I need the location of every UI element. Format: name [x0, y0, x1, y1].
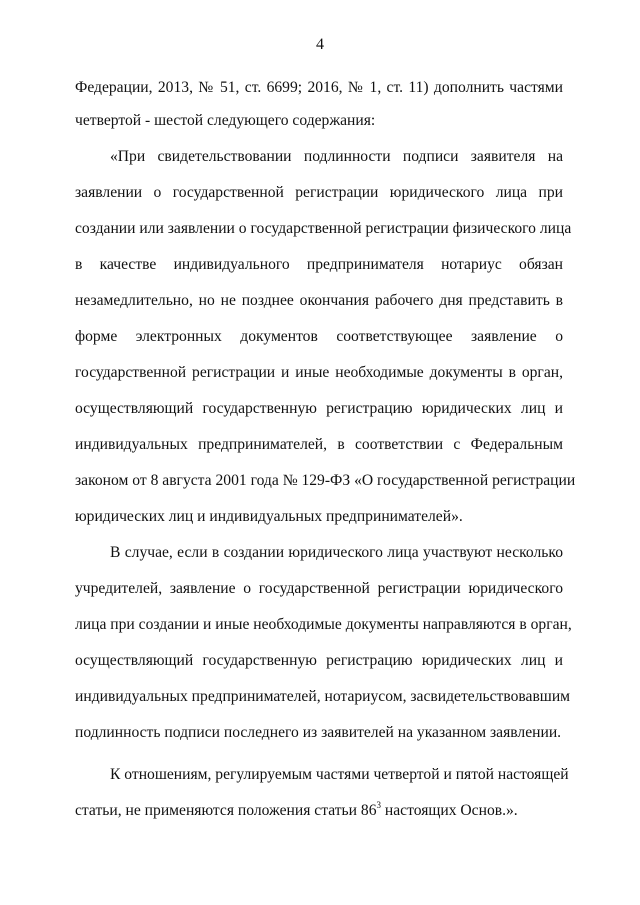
text-line: «При свидетельствовании подлинности подписи заявителя на	[110, 148, 563, 165]
superscript: 3	[376, 800, 381, 810]
text-line: К отношениям, регулируемым частями четвертой и пятой настоящей	[110, 766, 569, 783]
text-line: учредителей, заявление о государственной регистрации юридического	[75, 580, 563, 597]
text-line: заявлении о государственной регистрации юридического лица при	[75, 184, 563, 201]
text-line: в качестве индивидуального предпринимателя нотариус обязан	[75, 256, 563, 273]
text-line: осуществляющий государственную регистрацию юридических лиц и	[75, 400, 563, 417]
text-line: государственной регистрации и иные необходимые документы в орган,	[75, 364, 563, 381]
text-line: подлинность подписи последнего из заявителей на указанном заявлении.	[75, 724, 562, 741]
text-line: индивидуальных предпринимателей, нотариусом, засвидетельствовавшим	[75, 688, 571, 705]
text-line: четвертой - шестой следующего содержания:	[75, 112, 376, 129]
text-segment: настоящих Основ.».	[381, 802, 518, 819]
text-line: лица при создании и иные необходимые документы направляются в орган,	[75, 616, 572, 633]
text-line: создании или заявлении о государственной регистрации физического лица	[75, 220, 572, 237]
text-line: юридических лиц и индивидуальных предпринимателей».	[75, 508, 463, 525]
text-line	[75, 801, 563, 821]
text-segment: статьи, не применяются положения статьи 86	[75, 802, 377, 819]
text-line: незамедлительно, но не позднее окончания рабочего дня представить в	[75, 292, 563, 309]
text-line: форме электронных документов соответствующее заявление о	[75, 328, 563, 345]
text-line: осуществляющий государственную регистрацию юридических лиц и	[75, 652, 563, 669]
text-line: В случае, если в создании юридического лица участвуют несколько	[110, 544, 563, 561]
page-number: 4	[316, 36, 324, 53]
text-line: индивидуальных предпринимателей, в соответствии с Федеральным	[75, 436, 563, 453]
text-line: законом от 8 августа 2001 года № 129-ФЗ «О государственной регистрации	[75, 472, 576, 489]
text-line: Федерации, 2013, № 51, ст. 6699; 2016, № 1, ст. 11) дополнить частями	[75, 79, 563, 96]
